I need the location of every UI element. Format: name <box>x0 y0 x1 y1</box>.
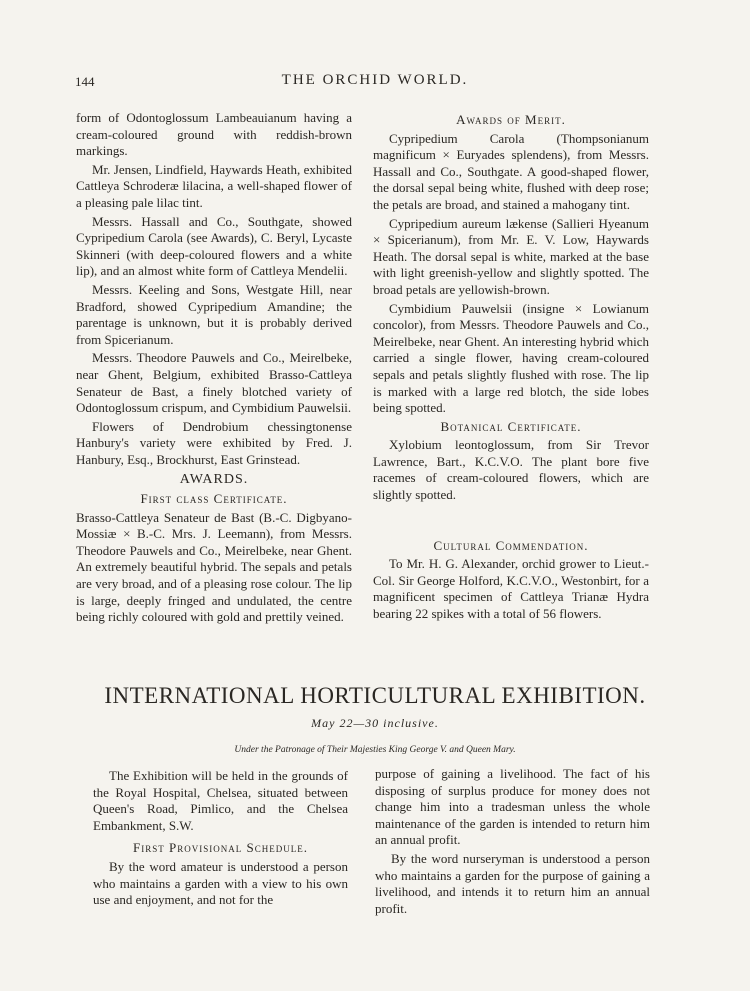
paragraph: By the word amateur is understood a person who maintains a garden with a view to his own use and enjoyment, and not for the <box>93 858 348 908</box>
schedule-heading: First Provisional Schedule. <box>133 840 308 856</box>
left-column-top <box>76 110 352 628</box>
paragraph: form of Odontoglossum Lambeauianum having a cream-coloured ground with reddish-brown markings. <box>76 110 352 159</box>
paragraph: purpose of gaining a livelihood. The fact of his disposing of surplus produce for money does not change him into a tradesman unless the whole maintenance of the garden is intended to return him an annual profit. <box>375 766 650 848</box>
paragraph: Xylobium leontoglossum, from Sir Trevor Lawrence, Bart., K.C.V.O. The plant bore five racemes of cream-coloured flowers, which are slightly spotted. <box>373 437 649 503</box>
paragraph: Brasso-Cattleya Senateur de Bast (B.-C. Digbyano-Mossiæ × B.-C. Mrs. J. Leemann), from Messrs. Theodore Pauwels and Co., Meirelbeke, near Ghent. An extremely beautiful hybrid. The sepals and petals are very broad, and of a pleasing rose colour. The lip is large, deeply fringed and undulated, the centre being richly coloured with gold and prettily veined. <box>76 509 352 625</box>
paragraph: Messrs. Theodore Pauwels and Co., Meirelbeke, near Ghent, Belgium, exhibited Brasso-Cattleya Senateur de Bast, a finely blotched variety of Odontoglossum crispum, and Cymbidium Pauwelsii. <box>76 350 352 416</box>
left-column-bottom <box>93 768 348 911</box>
patronage-line: Under the Patronage of Their Majesties King George V. and Queen Mary. <box>234 745 516 755</box>
cultural-commendation-heading: Cultural Commendation. <box>433 537 589 553</box>
paragraph: Cypripedium aureum lækense (Sallieri Hyeanum × Spicerianum), from Mr. E. V. Low, Haywards Heath. The dorsal sepal is white, marked at the base with light greenish-yellow and slightly spotted. The broad petals are yellowish-brown. <box>373 215 649 297</box>
right-column-top <box>373 110 649 625</box>
paragraph: Mr. Jensen, Lindfield, Haywards Heath, exhibited Cattleya Schroderæ lilacina, a well-shaped flower of a pleasing pale lilac tint. <box>76 161 352 210</box>
first-class-certificate-heading: First class Certificate. <box>140 491 288 507</box>
paragraph: Flowers of Dendrobium chessingtonense Hanbury's variety were exhibited by Fred. J. Hanbury, Esq., Brockhurst, East Grinstead. <box>76 418 352 467</box>
running-title: THE ORCHID WORLD. <box>281 72 469 88</box>
botanical-certificate-heading: Botanical Certificate. <box>440 418 582 434</box>
awards-heading: AWARDS. <box>179 472 249 488</box>
right-column-bottom <box>375 766 650 919</box>
exhibition-title: INTERNATIONAL HORTICULTURAL EXHIBITION. <box>104 683 646 708</box>
paragraph: The Exhibition will be held in the grounds of the Royal Hospital, Chelsea, situated between Queen's Road, Pimlico, and the Chelsea Embankment, S.W. <box>93 768 348 833</box>
page-number: 144 <box>75 74 95 89</box>
awards-of-merit-heading: Awards of Merit. <box>456 112 566 127</box>
paragraph: Messrs. Hassall and Co., Southgate, showed Cypripedium Carola (see Awards), C. Beryl, Lycaste Skinneri (with deep-coloured flowers and a white lip), and an almost white form of Cattleya Mendelii. <box>76 213 352 279</box>
paragraph: By the word nurseryman is understood a person who maintains a garden for the purpose of gaining a livelihood, and intends it to return him an annual profit. <box>375 850 650 916</box>
paragraph: To Mr. H. G. Alexander, orchid grower to Lieut.-Col. Sir George Holford, K.C.V.O., Westonbirt, for a magnificent specimen of Cattleya Trianæ Hydra bearing 22 spikes with a total of 56 flowers. <box>373 556 649 622</box>
paragraph: Cypripedium Carola (Thompsonianum magnificum × Euryades splendens), from Messrs. Hassall and Co., Southgate. A good-shaped flower, the dorsal sepal being white, flushed with deep rose; the petals are broad, and stained a mahogany tint. <box>373 130 649 212</box>
paragraph: Messrs. Keeling and Sons, Westgate Hill, near Bradford, showed Cypripedium Amandine; the parentage is unknown, but it is probably derived from Spicerianum. <box>76 281 352 347</box>
paragraph: Cymbidium Pauwelsii (insigne × Lowianum concolor), from Messrs. Theodore Pauwels and Co., Meirelbeke, near Ghent. An interesting hybrid which carried a single flower, having cream-coloured sepals and petals slightly flushed with rose. The lip is marked with a large red blotch, the side lobes being spotted. <box>373 300 649 416</box>
exhibition-dates: May 22—30 inclusive. <box>311 716 439 730</box>
